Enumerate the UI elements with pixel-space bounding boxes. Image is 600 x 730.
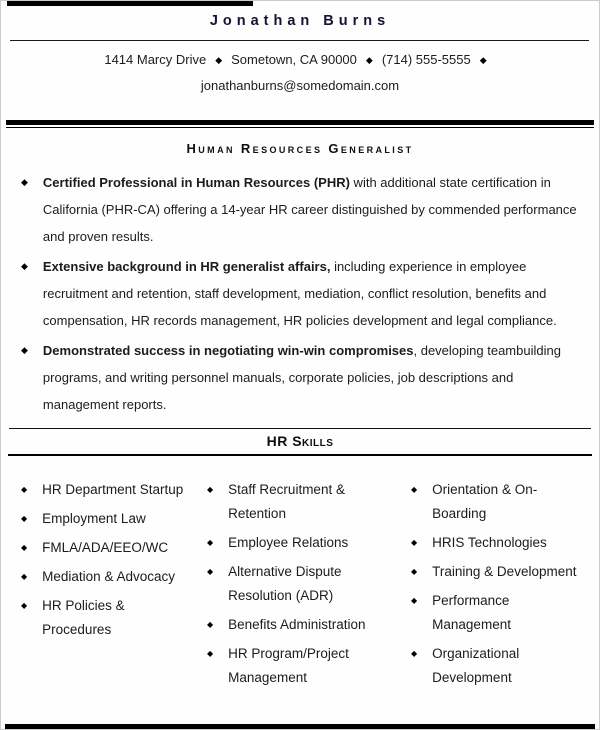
- skill-label: Employee Relations: [228, 535, 349, 550]
- skill-label: HRIS Technologies: [432, 535, 547, 550]
- skill-label: Training & Development: [432, 564, 577, 579]
- skills-column-2: [207, 478, 411, 695]
- diamond-bullet-icon: ◆: [207, 649, 214, 658]
- diamond-separator-icon: ◆: [215, 55, 223, 65]
- skill-item: [411, 642, 597, 690]
- skill-label: HR Department Startup: [42, 482, 184, 497]
- diamond-bullet-icon: ◆: [207, 567, 214, 576]
- skill-label: Benefits Administration: [228, 617, 366, 632]
- diamond-bullet-icon: ◆: [21, 261, 28, 271]
- summary-bullet-lead: Certified Professional in Human Resources (PHR): [42, 175, 350, 190]
- city-text: Sometown, CA 90000: [231, 52, 357, 67]
- diamond-bullet-icon: ◆: [411, 485, 418, 494]
- summary-bullet-text: [43, 169, 583, 250]
- skill-label: Organizational Development: [432, 646, 520, 685]
- skill-item: [411, 560, 597, 584]
- diamond-bullet-icon: ◆: [207, 620, 214, 629]
- bottom-black-bar: [5, 724, 595, 729]
- diamond-bullet-icon: ◆: [411, 596, 418, 605]
- summary-bullet: [21, 253, 583, 334]
- section-title-hr-skills: HR Skills: [266, 433, 334, 449]
- summary-bullet: [21, 169, 583, 250]
- skill-label: Alternative Dispute Resolution (ADR): [228, 564, 342, 603]
- diamond-separator-icon: ◆: [479, 55, 487, 65]
- skill-item: [411, 478, 597, 526]
- diamond-bullet-icon: ◆: [21, 543, 28, 552]
- skill-item: [21, 478, 207, 502]
- skill-item: [207, 642, 411, 690]
- diamond-bullet-icon: ◆: [21, 485, 28, 494]
- skill-item: [21, 565, 207, 589]
- diamond-bullet-icon: ◆: [21, 345, 28, 355]
- phone-text: (714) 555-5555: [381, 52, 471, 67]
- diamond-bullet-icon: ◆: [21, 177, 28, 187]
- skill-item: [207, 478, 411, 526]
- email-line: [1, 73, 599, 99]
- email-text: jonathanburns@somedomain.com: [200, 78, 400, 93]
- skills-divider-top: [9, 428, 591, 429]
- skill-item: [411, 589, 597, 637]
- summary-bullet-list: [21, 169, 583, 418]
- skill-label: HR Program/Project Management: [228, 646, 349, 685]
- person-name: Jonathan Burns: [209, 13, 391, 29]
- diamond-bullet-icon: ◆: [207, 538, 214, 547]
- skill-label: HR Policies & Procedures: [42, 598, 125, 637]
- skill-item: [21, 594, 207, 642]
- thick-thin-divider: [6, 120, 594, 128]
- summary-bullet-lead: Demonstrated success in negotiating win-win compromises: [42, 343, 414, 358]
- diamond-bullet-icon: ◆: [411, 567, 418, 576]
- skill-label: Employment Law: [42, 511, 146, 526]
- skill-item: [207, 560, 411, 608]
- skill-item: [21, 507, 207, 531]
- summary-bullet-rest: with additional state certification in California (PHR-CA) offering a 14-year HR career distinguished by commended performance and proven results.: [42, 175, 577, 244]
- skill-item: [411, 531, 597, 555]
- diamond-bullet-icon: ◆: [21, 514, 28, 523]
- skill-label: FMLA/ADA/EEO/WC: [42, 540, 169, 555]
- contact-line: [1, 47, 599, 73]
- diamond-bullet-icon: ◆: [21, 601, 28, 610]
- diamond-bullet-icon: ◆: [411, 649, 418, 658]
- diamond-bullet-icon: ◆: [207, 485, 214, 494]
- skill-label: Mediation & Advocacy: [42, 569, 175, 584]
- diamond-bullet-icon: ◆: [411, 538, 418, 547]
- skill-item: [207, 613, 411, 637]
- diamond-bullet-icon: ◆: [21, 572, 28, 581]
- header-divider: [10, 40, 589, 41]
- skill-item: [207, 531, 411, 555]
- contact-block: [1, 47, 599, 99]
- address-text: 1414 Marcy Drive: [104, 52, 207, 67]
- skills-divider-bottom: [8, 454, 592, 456]
- skill-label: Performance Management: [432, 593, 511, 632]
- summary-bullet-text: [43, 337, 583, 418]
- summary-bullet-lead: Extensive background in HR generalist affairs,: [42, 259, 331, 274]
- skills-column-3: [411, 478, 597, 695]
- section-title-hr-generalist: Human Resources Generalist: [186, 141, 414, 156]
- summary-bullet-rest: including experience in employee recruitment and retention, staff development, mediation, conflict resolution, benefits and compensation, HR records management, HR policies development and legal compliance.: [42, 259, 557, 328]
- summary-bullet-text: [43, 253, 583, 334]
- skill-label: Orientation & On-Boarding: [432, 482, 538, 521]
- skill-label: Staff Recruitment & Retention: [228, 482, 345, 521]
- diamond-separator-icon: ◆: [365, 55, 373, 65]
- skills-column-1: [21, 478, 207, 695]
- skills-grid: [21, 478, 599, 695]
- skill-item: [21, 536, 207, 560]
- summary-bullet-rest: , developing teambuilding programs, and writing personnel manuals, corporate policies, job descriptions and management reports.: [42, 343, 561, 412]
- top-black-bar: [7, 1, 253, 6]
- summary-bullet: [21, 337, 583, 418]
